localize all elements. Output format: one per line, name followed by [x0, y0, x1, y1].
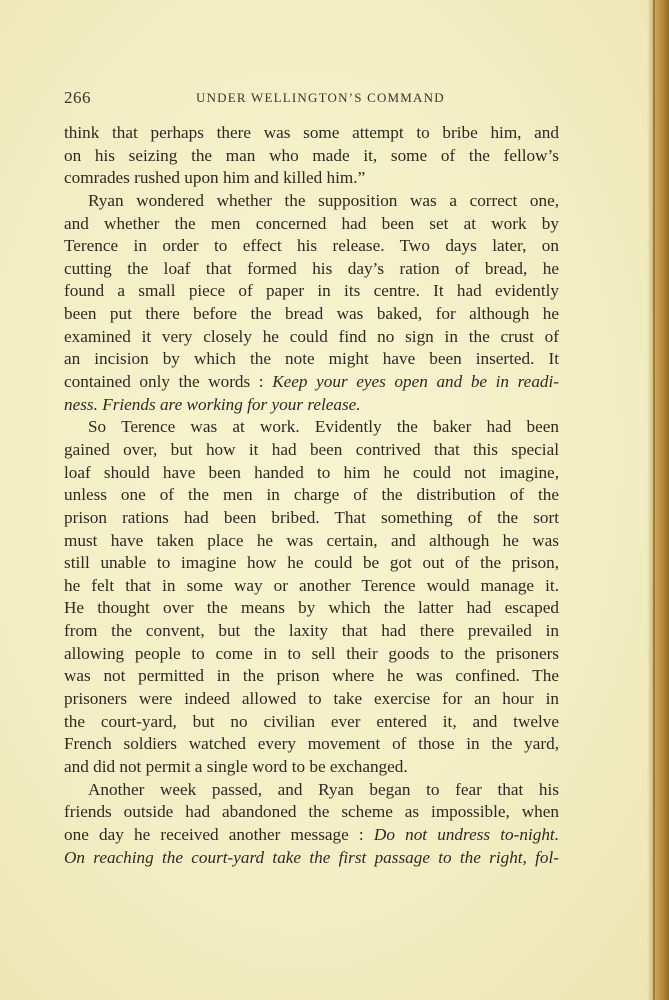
text-line: Terence in order to effect his release. Two days later, on: [64, 236, 559, 256]
italic-note-line: ness. Friends are working for your release.: [64, 394, 361, 414]
text-line: prison rations had been bribed. That something of the sort: [64, 507, 559, 527]
italic-note-line: On reaching the court-yard take the first passage to the right, fol-: [64, 847, 559, 867]
text-line: comrades rushed upon him and killed him.”: [64, 168, 366, 188]
page-number: 266: [64, 88, 91, 107]
text-line: found a small piece of paper in its centre. It had evidently: [64, 281, 559, 301]
text-line: gained over, but how it had been contrived that this special: [64, 439, 559, 459]
italic-note-text: Keep your eyes open and be in readi-: [272, 372, 560, 392]
text-line: must have taken place he was certain, and although he was: [64, 530, 559, 550]
text-line: on his seizing the man who made it, some of the fellow’s: [64, 145, 559, 165]
text-line: one day he received another message : Do not undress to-night.: [64, 824, 559, 844]
text-line: allowing people to come in to sell their goods to the prisoners: [64, 643, 559, 663]
text-line: examined it very closely he could find no sign in the crust of: [64, 326, 559, 346]
text-line: an incision by which the note might have been inserted. It: [64, 349, 559, 369]
text-line: prisoners were indeed allowed to take exercise for an hour in: [64, 689, 559, 709]
paragraph-start-line: So Terence was at work. Evidently the baker had been: [88, 417, 559, 437]
text-line: the court-yard, but no civilian ever entered it, and twelve: [64, 711, 559, 731]
text-line: unless one of the men in charge of the distribution of the: [64, 485, 559, 505]
text-line: and did not permit a single word to be exchanged.: [64, 756, 408, 776]
page-edge-shadow: [647, 0, 669, 1000]
running-title: UNDER WELLINGTON’S COMMAND: [196, 90, 445, 105]
body-text: [64, 122, 559, 869]
text-line: friends outside had abandoned the scheme as impossible, when: [64, 802, 559, 822]
text-line: he felt that in some way or another Terence would manage it.: [64, 575, 559, 595]
page-header: [64, 88, 559, 112]
text-line: French soldiers watched every movement of those in the yard,: [64, 734, 559, 754]
paragraph-start-line: Ryan wondered whether the supposition was a correct one,: [88, 190, 559, 210]
page-edge-line: [653, 0, 655, 1000]
italic-note-text: Do not undress to-night.: [373, 824, 559, 844]
text-line: was not permitted in the prison where he was confined. The: [64, 666, 559, 686]
text-line: been put there before the bread was baked, for although he: [64, 304, 559, 324]
text-line: loaf should have been handed to him he could not imagine,: [64, 462, 559, 482]
text-line: contained only the words : Keep your eyes open and be in readi-: [64, 372, 560, 392]
text-line: cutting the loaf that formed his day’s ration of bread, he: [64, 258, 559, 278]
paragraph-start-line: Another week passed, and Ryan began to fear that his: [88, 779, 559, 799]
text-line: from the convent, but the laxity that had there prevailed in: [64, 621, 559, 641]
text-line: and whether the men concerned had been set at work by: [64, 213, 559, 233]
text-line: He thought over the means by which the latter had escaped: [64, 598, 559, 618]
text-line: still unable to imagine how he could be got out of the prison,: [64, 553, 559, 573]
text-line: think that perhaps there was some attempt to bribe him, and: [64, 123, 559, 142]
